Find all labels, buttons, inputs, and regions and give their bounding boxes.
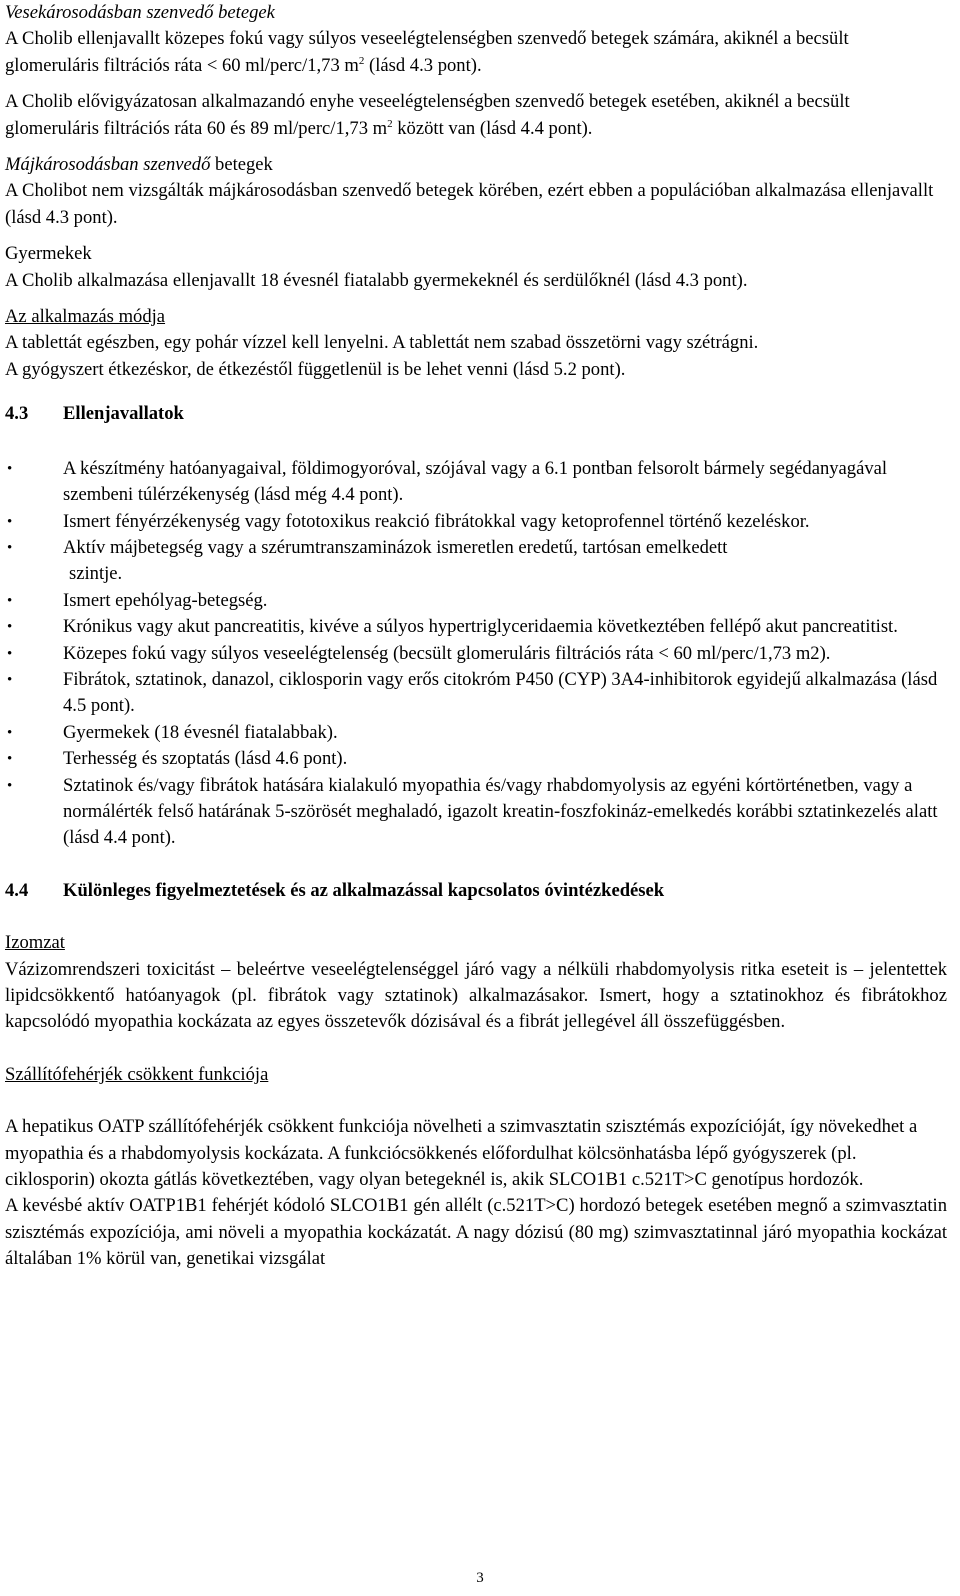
bullet-icon: • xyxy=(7,460,13,477)
bullet-icon: • xyxy=(7,592,13,609)
bullet-icon: • xyxy=(7,724,13,741)
administration-paragraph-2: A gyógyszert étkezéskor, de étkezéstől függetlenül is be lehet venni (lásd 5.2 pont). xyxy=(5,358,626,380)
renal-caution-paragraph: A Cholib elővigyázatosan alkalmazandó enyhe veseelégtelenségben szenvedő betegek esetében, akiknél a becsült glomeruláris filtrációs ráta 60 és 89 ml/perc/1,73 $m^2$ között van (lásd 4.4 pont). xyxy=(5,91,850,139)
transporter-paragraph-2: A kevésbé aktív OATP1B1 fehérjét kódoló SLCO1B1 gén allélt (c.521T>C) hordozó betegek esetében megnő a szimvasztatin szisztémás expozíciója, ami növeli a myopathia kockázatát. A nagy dózisú (80 mg) szimvasztatinnal járó myopathia kockázat általában 1% körül van, genetikai vizsgálat xyxy=(5,1195,947,1270)
list-item: • Gyermekek (18 évesnél fiatalabbak). xyxy=(5,720,947,746)
section-4-4-heading xyxy=(5,878,947,904)
renal-contraindication-paragraph: A Cholib ellenjavallt közepes fokú vagy súlyos veseelégtelenségben szenvedő betegek számára, akiknél a becsült glomeruláris filtrációs ráta < 60 ml/perc/1,73 $m^2$ (lásd 4.3 pont). xyxy=(5,28,849,76)
children-paragraph: A Cholib alkalmazása ellenjavallt 18 évesnél fiatalabb gyermekeknél és serdülőknél (lásd 4.3 pont). xyxy=(5,269,748,291)
children-heading: Gyermekek xyxy=(5,243,92,265)
section-number: 4.4 xyxy=(5,879,29,901)
hepatic-paragraph: A Cholibot nem vizsgálták májkárosodásban szenvedő betegek körében, ezért ebben a populációban alkalmazása ellenjavallt (lásd 4.3 pont). xyxy=(5,180,934,228)
section-title: Különleges figyelmeztetések és az alkalmazással kapcsolatos óvintézkedések xyxy=(63,879,665,901)
transporter-heading: Szállítófehérjék csökkent funkciója xyxy=(5,1063,269,1085)
list-item: • Aktív májbetegség vagy a szérumtranszaminázok ismeretlen eredetű, tartósan emelkedett szintje. xyxy=(7,536,728,585)
renal-impairment-heading: Vesekárosodásban szenvedő betegek xyxy=(5,2,275,23)
list-item: • A készítmény hatóanyagaival, földimogyoróval, szójával vagy a 6.1 pontban felsorolt bármely segédanyagával szembeni túlérzékenység (lásd még 4.4 pont). xyxy=(7,457,888,506)
section-4-3-heading xyxy=(5,401,947,427)
bullet-icon: • xyxy=(7,671,13,688)
hepatic-impairment-heading: Májkárosodásban szenvedő betegek xyxy=(5,154,273,176)
muscle-heading: Izomzat xyxy=(5,932,65,954)
bullet-icon: • xyxy=(7,777,13,794)
list-item: • Sztatinok és/vagy fibrátok hatására kialakuló myopathia és/vagy rhabdomyolysis az egyéni kórtörténetben, vagy a normálérték felső határának 5-szörösét meghaladó, igazolt kreatin-foszfokináz-emelkedés korábbi sztatinkezelés alatt (lásd 4.4 pont). xyxy=(7,774,938,849)
bullet-icon: • xyxy=(7,539,13,556)
list-item: • Terhesség és szoptatás (lásd 4.6 pont). xyxy=(5,746,947,772)
list-item: • Krónikus vagy akut pancreatitis, kivéve a súlyos hypertriglyceridaemia következtében fellépő akut pancreatitist. xyxy=(5,614,947,640)
administration-heading: Az alkalmazás módja xyxy=(5,306,166,328)
section-number: 4.3 xyxy=(5,403,29,425)
list-item: • Ismert epehólyag-betegség. xyxy=(5,588,947,614)
page-number: 3 xyxy=(476,1570,484,1586)
administration-paragraph-1: A tablettát egészben, egy pohár vízzel kell lenyelni. A tablettát nem szabad összetörni vagy szétrágni. xyxy=(5,332,759,354)
bullet-icon: • xyxy=(7,619,13,636)
contraindications-list xyxy=(5,456,947,852)
list-item: • Közepes fokú vagy súlyos veseelégtelenség (becsült glomeruláris filtrációs ráta < 60 ml/perc/1,73 m2). xyxy=(5,641,947,667)
bullet-icon: • xyxy=(7,513,13,530)
bullet-icon: • xyxy=(7,751,13,768)
muscle-paragraph: Vázizomrendszeri toxicitást – beleértve veseelégtelenséggel járó vagy a nélküli rhabdomyolysis ritka eseteit is – jelentettek lipidcsökkentő hatóanyagok (pl. fibrátok vagy sztatinok) alkalmazásakor. Ismert, hogy a sztatinokhoz és fibrátokhoz kapcsolódó myopathia kockázata az egyes összetevők dózisával és a fibrát jellegével áll összefüggésben. xyxy=(5,958,947,1033)
transporter-paragraph-1: A hepatikus OATP szállítófehérjék csökkent funkciója növelheti a szimvasztatin szisztémás expozícióját, így növekedhet a myopathia és a rhabdomyolysis kockázata. A funkciócsökkenés előfordulhat kölcsönhatásba lépő gyógyszerek (pl. ciklosporin) okozta gátlás következtében, vagy olyan betegeknél is, akik SLCO1B1 c.521T>C genotípus hordozók. xyxy=(5,1116,918,1191)
list-item: • Fibrátok, sztatinok, danazol, ciklosporin vagy erős citokróm P450 (CYP) 3A4-inhibitorok egyidejű alkalmazása (lásd 4.5 pont). xyxy=(7,668,938,717)
bullet-icon: • xyxy=(7,645,13,662)
document-page xyxy=(5,0,947,1273)
section-title: Ellenjavallatok xyxy=(63,403,184,425)
list-item: • Ismert fényérzékenység vagy fototoxikus reakció fibrátokkal vagy ketoprofennel történő kezeléskor. xyxy=(5,509,947,535)
